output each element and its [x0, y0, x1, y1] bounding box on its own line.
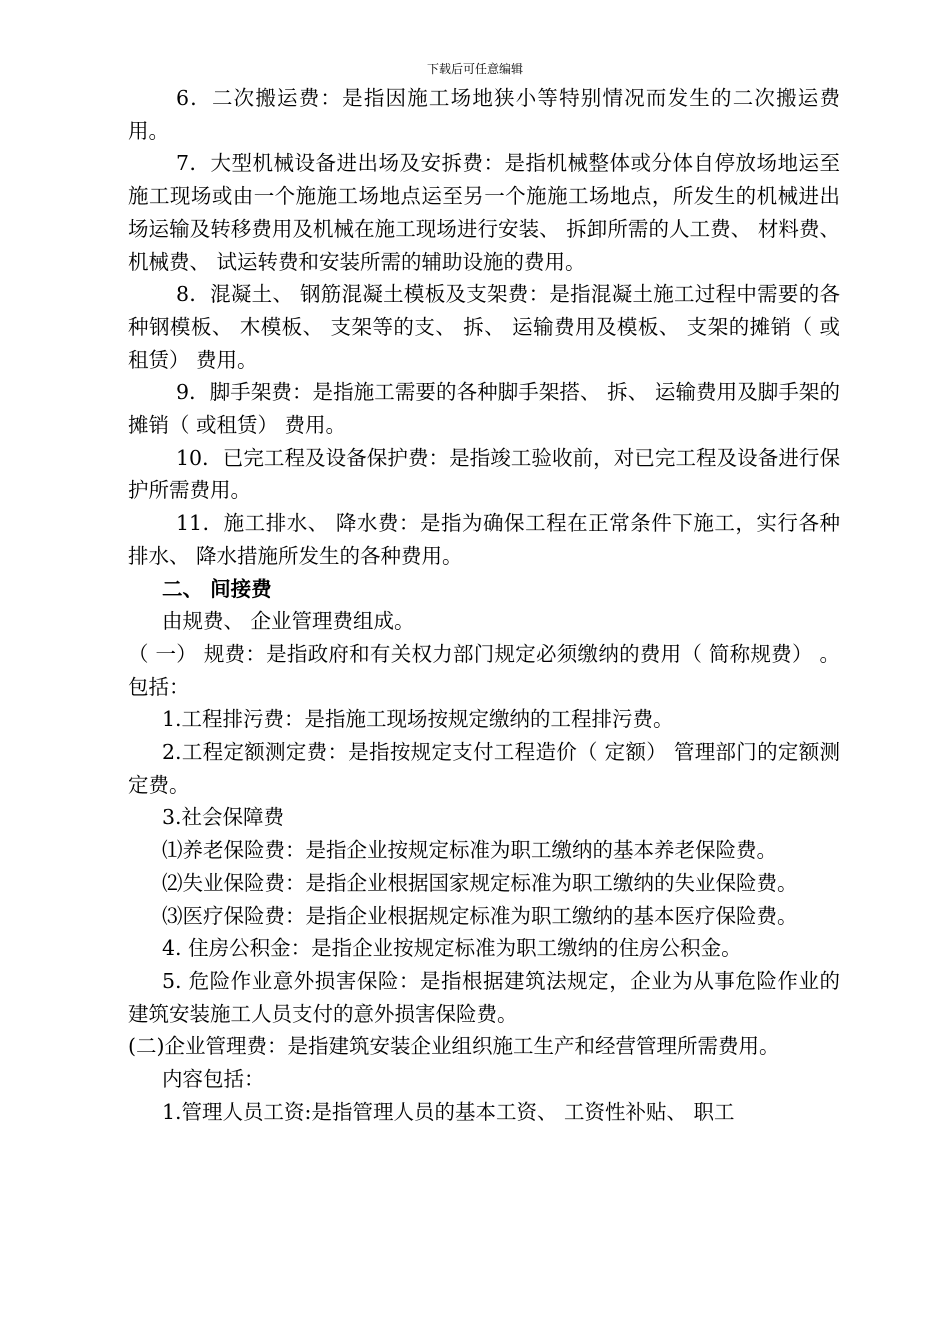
paragraph: (二)企业管理费：是指建筑安装企业组织施工生产和经营管理所需费用。 [128, 1034, 780, 1059]
section-heading: 二、 间接费 [162, 576, 272, 601]
paragraph: 2.工程定额测定费：是指按规定支付工程造价（ 定额） 管理部门的定额测定费。 [128, 740, 840, 797]
paragraph: ⑴养老保险费：是指企业按规定标准为职工缴纳的基本养老保险费。 [162, 838, 777, 863]
paragraph: 1.管理人员工资:是指管理人员的基本工资、 工资性补贴、 职工 [162, 1099, 735, 1124]
paragraph: 8．混凝土、 钢筋混凝土模板及支架费：是指混凝土施工过程中需要的各种钢模板、 木模板、 支架等的支、 拆、 运输费用及模板、 支架的摊销（ 或租赁） 费用。 [128, 282, 840, 372]
paragraph: 7．大型机械设备进出场及安拆费：是指机械整体或分体自停放场地运至施工现场或由一个施施工场地点运至另一个施施工场地点，所发生的机械进出场运输及转移费用及机械在施工现场进行安装、 拆卸所需的人工费、 材料费、 机械费、 试运转费和安装所需的辅助设施的费用。 [128, 151, 840, 274]
paragraph: 内容包括： [162, 1067, 265, 1092]
paragraph: 11．施工排水、 降水费：是指为确保工程在正常条件下施工，实行各种排水、 降水措施所发生的各种费用。 [128, 511, 840, 568]
document-body [128, 82, 840, 1129]
paragraph: ⑵失业保险费：是指企业根据国家规定标准为职工缴纳的失业保险费。 [162, 870, 798, 895]
paragraph: （ 一） 规费：是指政府和有关权力部门规定必须缴纳的费用（ 简称规费） 。包括： [128, 641, 840, 699]
paragraph: 由规费、 企业管理费组成。 [162, 609, 415, 634]
paragraph: 10．已完工程及设备保护费：是指竣工验收前，对已完工程及设备进行保护所需费用。 [128, 445, 840, 503]
paragraph: 1.工程排污费：是指施工现场按规定缴纳的工程排污费。 [162, 707, 674, 732]
paragraph: 5. 危险作业意外损害保险：是指根据建筑法规定，企业为从事危险作业的建筑安装施工人员支付的意外损害保险费。 [128, 968, 840, 1026]
paragraph: ⑶医疗保险费：是指企业根据规定标准为职工缴纳的基本医疗保险费。 [162, 903, 798, 928]
paragraph: 9．脚手架费：是指施工需要的各种脚手架搭、 拆、 运输费用及脚手架的摊销（ 或租赁） 费用。 [128, 380, 840, 438]
paragraph: 6．二次搬运费：是指因施工场地狭小等特别情况而发生的二次搬运费用。 [128, 86, 840, 143]
paragraph: 4. 住房公积金：是指企业按规定标准为职工缴纳的住房公积金。 [162, 936, 742, 961]
page-header: 下载后可任意编辑 [426, 62, 523, 76]
paragraph: 3.社会保障费 [162, 805, 285, 830]
